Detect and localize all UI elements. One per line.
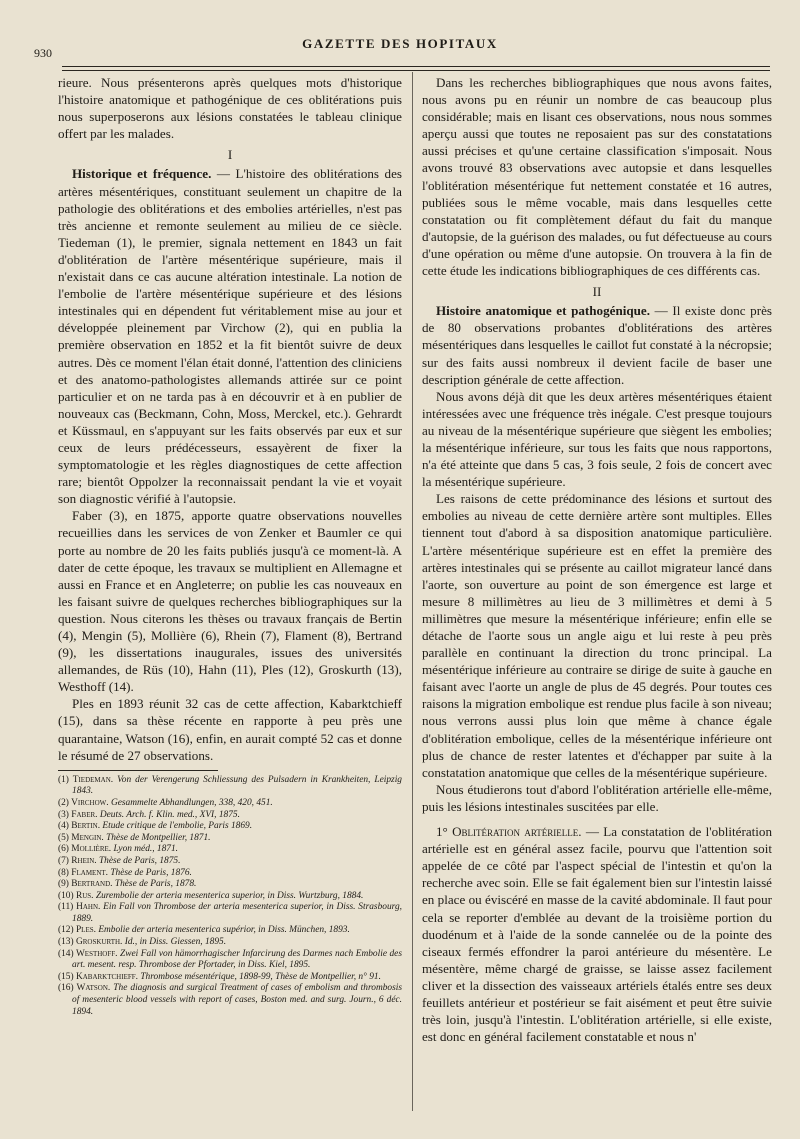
footnote-text: Von der Verengerung Schliessung des Pulsadern in Krankheiten, Leipzig 1843. <box>72 774 402 797</box>
header-rule-thin <box>62 70 770 71</box>
footnote <box>58 879 402 891</box>
footnote-text: Thèse de Montpellier, 1871. <box>103 832 211 843</box>
footnote-text: Deuts. Arch. f. Klin. med., XVI, 1875. <box>97 809 240 820</box>
paragraph: rieure. Nous présenterons après quelques mots d'historique l'histoire anatomique et pathogénique de ces oblitérations puis nous superposerons aux lésions constatées le tableau clinique offert par les malades. <box>58 75 402 142</box>
footnote-author: (12) Ples. <box>58 925 96 936</box>
column-divider <box>412 72 413 1111</box>
footnote-author: (6) Mollière. <box>58 844 112 855</box>
footnote-author: (13) Groskurth. <box>58 937 123 948</box>
section-heading: Historique et fréquence. <box>72 166 212 182</box>
footnote <box>58 833 402 845</box>
footnote-text: Thrombose mésentérique, 1898-99, Thèse de Montpellier, n° 91. <box>137 971 381 982</box>
section-number: II <box>592 284 602 300</box>
footnote-author: (4) Bertin. <box>58 821 101 832</box>
footnote-author: (1) Tiedeman. <box>58 774 114 785</box>
footnote <box>58 810 402 822</box>
footnote <box>58 972 402 984</box>
footnote <box>58 983 402 1018</box>
header-rule <box>62 66 770 67</box>
footnote-author: (16) Watson. <box>58 983 111 994</box>
paragraph-text: — La constatation de l'oblitération artérielle est en général assez facile, pourvu que l'attention soit appelée de ce côté par l'aspect spécial de l'intestin et qu'on la recherche avec soin. Elle se fait également bien sur l'intestin laissé en place ou éviscéré en masse de la cavité abdominale. Il faut pour cela se reporter d'emblée au devant de la troisième portion du duodénum et à l'aide de la sonde cannelée ou de la pointe des ciseaux fermés effondrer la paroi antérieure du mésentère. Le mésentère, même chargé de graisse, se laisse assez facilement cliver et la dissection des vaisseaux artériels étalés entre ses deux feuillets antérieur et postérieur se fait aisément et peut être suivie très loin, jusqu'à l'intestin. L'oblitération artérielle, si elle existe, est donc en général facilement constatable et nous n' <box>422 824 773 1045</box>
paragraph-text: — Il existe donc près de 80 observations probantes d'oblitérations des artères mésentériques dans lesquelles le caillot fut constaté à la nécropsie; sur des faits aussi nombreux il devient facile de baser une description générale de cette affection. <box>422 303 772 387</box>
running-title: GAZETTE DES HOPITAUX <box>302 36 498 51</box>
footnote <box>58 844 402 856</box>
footnote-text: Thèse de Paris, 1878. <box>112 879 197 890</box>
paragraph: Les raisons de cette prédominance des lésions et surtout des embolies au niveau de cette dernière artère sont multiples. Elles tiennent tout d'abord à sa disposition anatomique particulière. L'artère mésentérique supérieure est en effet la première des artères intestinales qui se présente au caillot migrateur lancé dans l'aorte, son ouverture au point de son émergence est large et mesure 8 millimètres au lieu de 3 millimètres et demi à 5 millimètres que mesure la mésentérique inférieure; enfin elle se détache de l'aorte sous un angle aigu et lui reste à peu près parallèle en continuant la direction du tronc principal. La mésentérique inférieure au contraire se dirige de suite à gauche en faisant avec l'aorte un angle de plus de 45 degrés. Pour toutes ces raisons la migration embolique est rendue plus facile à son niveau; nous verrons aussi plus loin que même à chance égale d'oblitération embolique, celles de la mésentérique inférieure ont plus de chance de rester latentes et d'échapper par suite à la constatation anatomique que celles de la mésentérique supérieure. <box>422 491 772 780</box>
footnote-author: (15) Kabarktchieff. <box>58 971 138 982</box>
section-number: I <box>227 147 233 163</box>
footnote <box>58 949 402 972</box>
footnote-text: Thèse de Paris, 1876. <box>108 867 192 878</box>
footnote <box>58 821 402 833</box>
paragraph: Ples en 1893 réunit 32 cas de cette affection, Kabarktchieff (15), dans sa thèse récente en rapporte à peu près une quarantaine, Watson (16), enfin, en aurait compté 52 cas et donne le résumé de 27 observations. <box>58 696 402 763</box>
right-column <box>422 74 772 1045</box>
footnote-author: (10) Rus. <box>58 890 94 901</box>
footnote <box>58 902 402 925</box>
paragraph: Faber (3), en 1875, apporte quatre observations nouvelles recueillies dans les services de von Zenker et Baumler ce qui porte au nombre de 20 les faits publiés jusqu'à ce moment-là. A dater de cette époque, les travaux se multiplient en Allemagne et aussi en France et en Angleterre; on publie les cas nouveaux en les faisant suivre de quelques recherches bibliographiques sur la question. Nous citerons les thèses ou travaux français de Bertin (4), Mengin (5), Mollière (6), Rhein (7), Flament (8), Bertrand (9), les dissertations inaugurales, issues des universités allemandes, de Rüs (10), Hahn (11), Ples (12), Groskurth (13), Westhoff (14). <box>58 508 402 695</box>
footnote <box>58 868 402 880</box>
footnote-text: Embolie der arteria mesenterica supérior, in Diss. München, 1893. <box>95 925 350 936</box>
footnotes <box>58 775 402 1018</box>
footnote-author: (5) Mengin. <box>58 832 104 843</box>
paragraph <box>58 165 402 507</box>
footnote-author: (7) Rhein. <box>58 855 97 866</box>
footnote-text: Lyon méd., 1871. <box>111 844 179 855</box>
paragraph-text: — L'histoire des oblitérations des artères mésentériques, constituant seulement un chapitre de la pathologie des oblitérations et des embolies artérielles, n'est pas très ancienne et remonte seulement au milieu de ce siècle. Tiedeman (1), le premier, signala nettement en 1843 un fait d'oblitération de l'artère mésentérique supérieure, mais il n'existait dans ce cas aucune altération intestinale. La notion de l'embolie de l'artère mésentérique supérieure et des lésions intestinales qui en dépendent fut véritablement mise au jour et développée pleinement par Virchow (2), qui en publia la première observation en 1852 et la fit bientôt suivre de deux autres. Dès ce moment l'élan était donné, l'attention des cliniciens et des anatomo-pathologistes allemands attirée sur ce point particulier et on ne tarda pas à en découvrir et à en publier de nouveaux cas (Beckmann, Cohn, Moss, Merckel, etc.). Gehrardt et Küssmaul, en s'appuyant sur les faits observés par eux et sur ceux de leurs prédécesseurs, essayèrent de fixer la symptomatologie et les règles diagnostiques de cette affection rare; bientôt Oppolzer la reconnaissait pendant la vie et voyait son diagnostic vérifié à l'autopsie. <box>58 166 402 507</box>
footnote-text: Ein Fall von Thrombose der arteria mesenterica superior, in Diss. Strasbourg, 1889. <box>72 902 402 924</box>
paragraph: Nous avons déjà dit que les deux artères mésentériques étaient intéressées avec une fréquence très inégale. C'est presque toujours au niveau de la mésentérique supérieure que siègent les embolies; la mésentérique inférieure, sur tous les faits que nous rapportons, n'a été atteinte que dans 5 cas, 3 fois seule, 2 fois de concert avec la mésentérique supérieure. <box>422 388 772 490</box>
paragraph: Dans les recherches bibliographiques que nous avons faites, nous avons pu en réunir un nombre de cas beaucoup plus considérable; mais en lisant ces observations, nous nous sommes aperçu aussi que toutes ne reposaient pas sur des constatations aussi précises et qu'une certaine classification s'imposait. Nous avons trouvé 83 observations avec autopsie et dans lesquelles l'oblitération mésentérique fut nettement constatée et 16 autres, publiées sous le même vocable, mais dans lesquelles cette constatation ou fit complètement défaut du fait du manque d'autopsie, de la guérison des malades, ou fut défectueuse au cours d'une opération ou même d'une autopsie. On trouvera à la fin de cette étude les indications bibliographiques de ces différents cas. <box>422 75 772 279</box>
footnote <box>58 925 402 937</box>
footnote-text: Id., in Diss. Giessen, 1895. <box>122 937 227 948</box>
footnote-text: Zwei Fall von hämorrhagischer Infarcirung des Darmes nach Embolie des art. mesent. resp. Thrombose der Pfortader, in Diss. Kiel, 1895. <box>72 948 402 971</box>
footnote <box>58 937 402 949</box>
paragraph: Nous étudierons tout d'abord l'oblitération artérielle elle-même, puis les lésions intestinales suscitées par elle. <box>422 781 772 814</box>
subsection-heading: 1° Oblitération artérielle. <box>436 824 582 840</box>
footnote <box>58 891 402 903</box>
footnote-author: (2) Virchow. <box>58 797 109 808</box>
footnote <box>58 798 402 810</box>
footnote-author: (11) Hahn. <box>58 902 101 913</box>
page-number: 930 <box>34 46 52 60</box>
footnote-author: (14) Westhoff. <box>58 948 118 959</box>
left-column <box>58 74 402 1018</box>
footnotes-rule <box>58 770 218 771</box>
footnote-author: (9) Bertrand. <box>58 879 113 890</box>
footnote-text: Gesammelte Abhandlungen, 338, 420, 451. <box>108 797 273 808</box>
footnote <box>58 856 402 868</box>
paragraph <box>422 823 772 1045</box>
footnote-text: Thèse de Paris, 1875. <box>96 855 181 866</box>
footnote-text: Zurembolie der arteria mesenterica superior, in Diss. Wurtzburg, 1884. <box>93 890 364 901</box>
footnote-author: (8) Flament. <box>58 867 108 878</box>
footnote <box>58 775 402 798</box>
section-heading: Histoire anatomique et pathogénique. <box>436 303 651 319</box>
paragraph <box>422 302 772 387</box>
footnote-author: (3) Faber. <box>58 809 98 820</box>
footnote-text: The diagnosis and surgical Treatment of cases of embolism and thrombosis of mesenteric blood vessels with report of cases, Boston med. and surg. Journ., 6 déc. 1894. <box>72 983 403 1017</box>
footnote-text: Etude critique de l'embolie, Paris 1869. <box>100 821 253 832</box>
